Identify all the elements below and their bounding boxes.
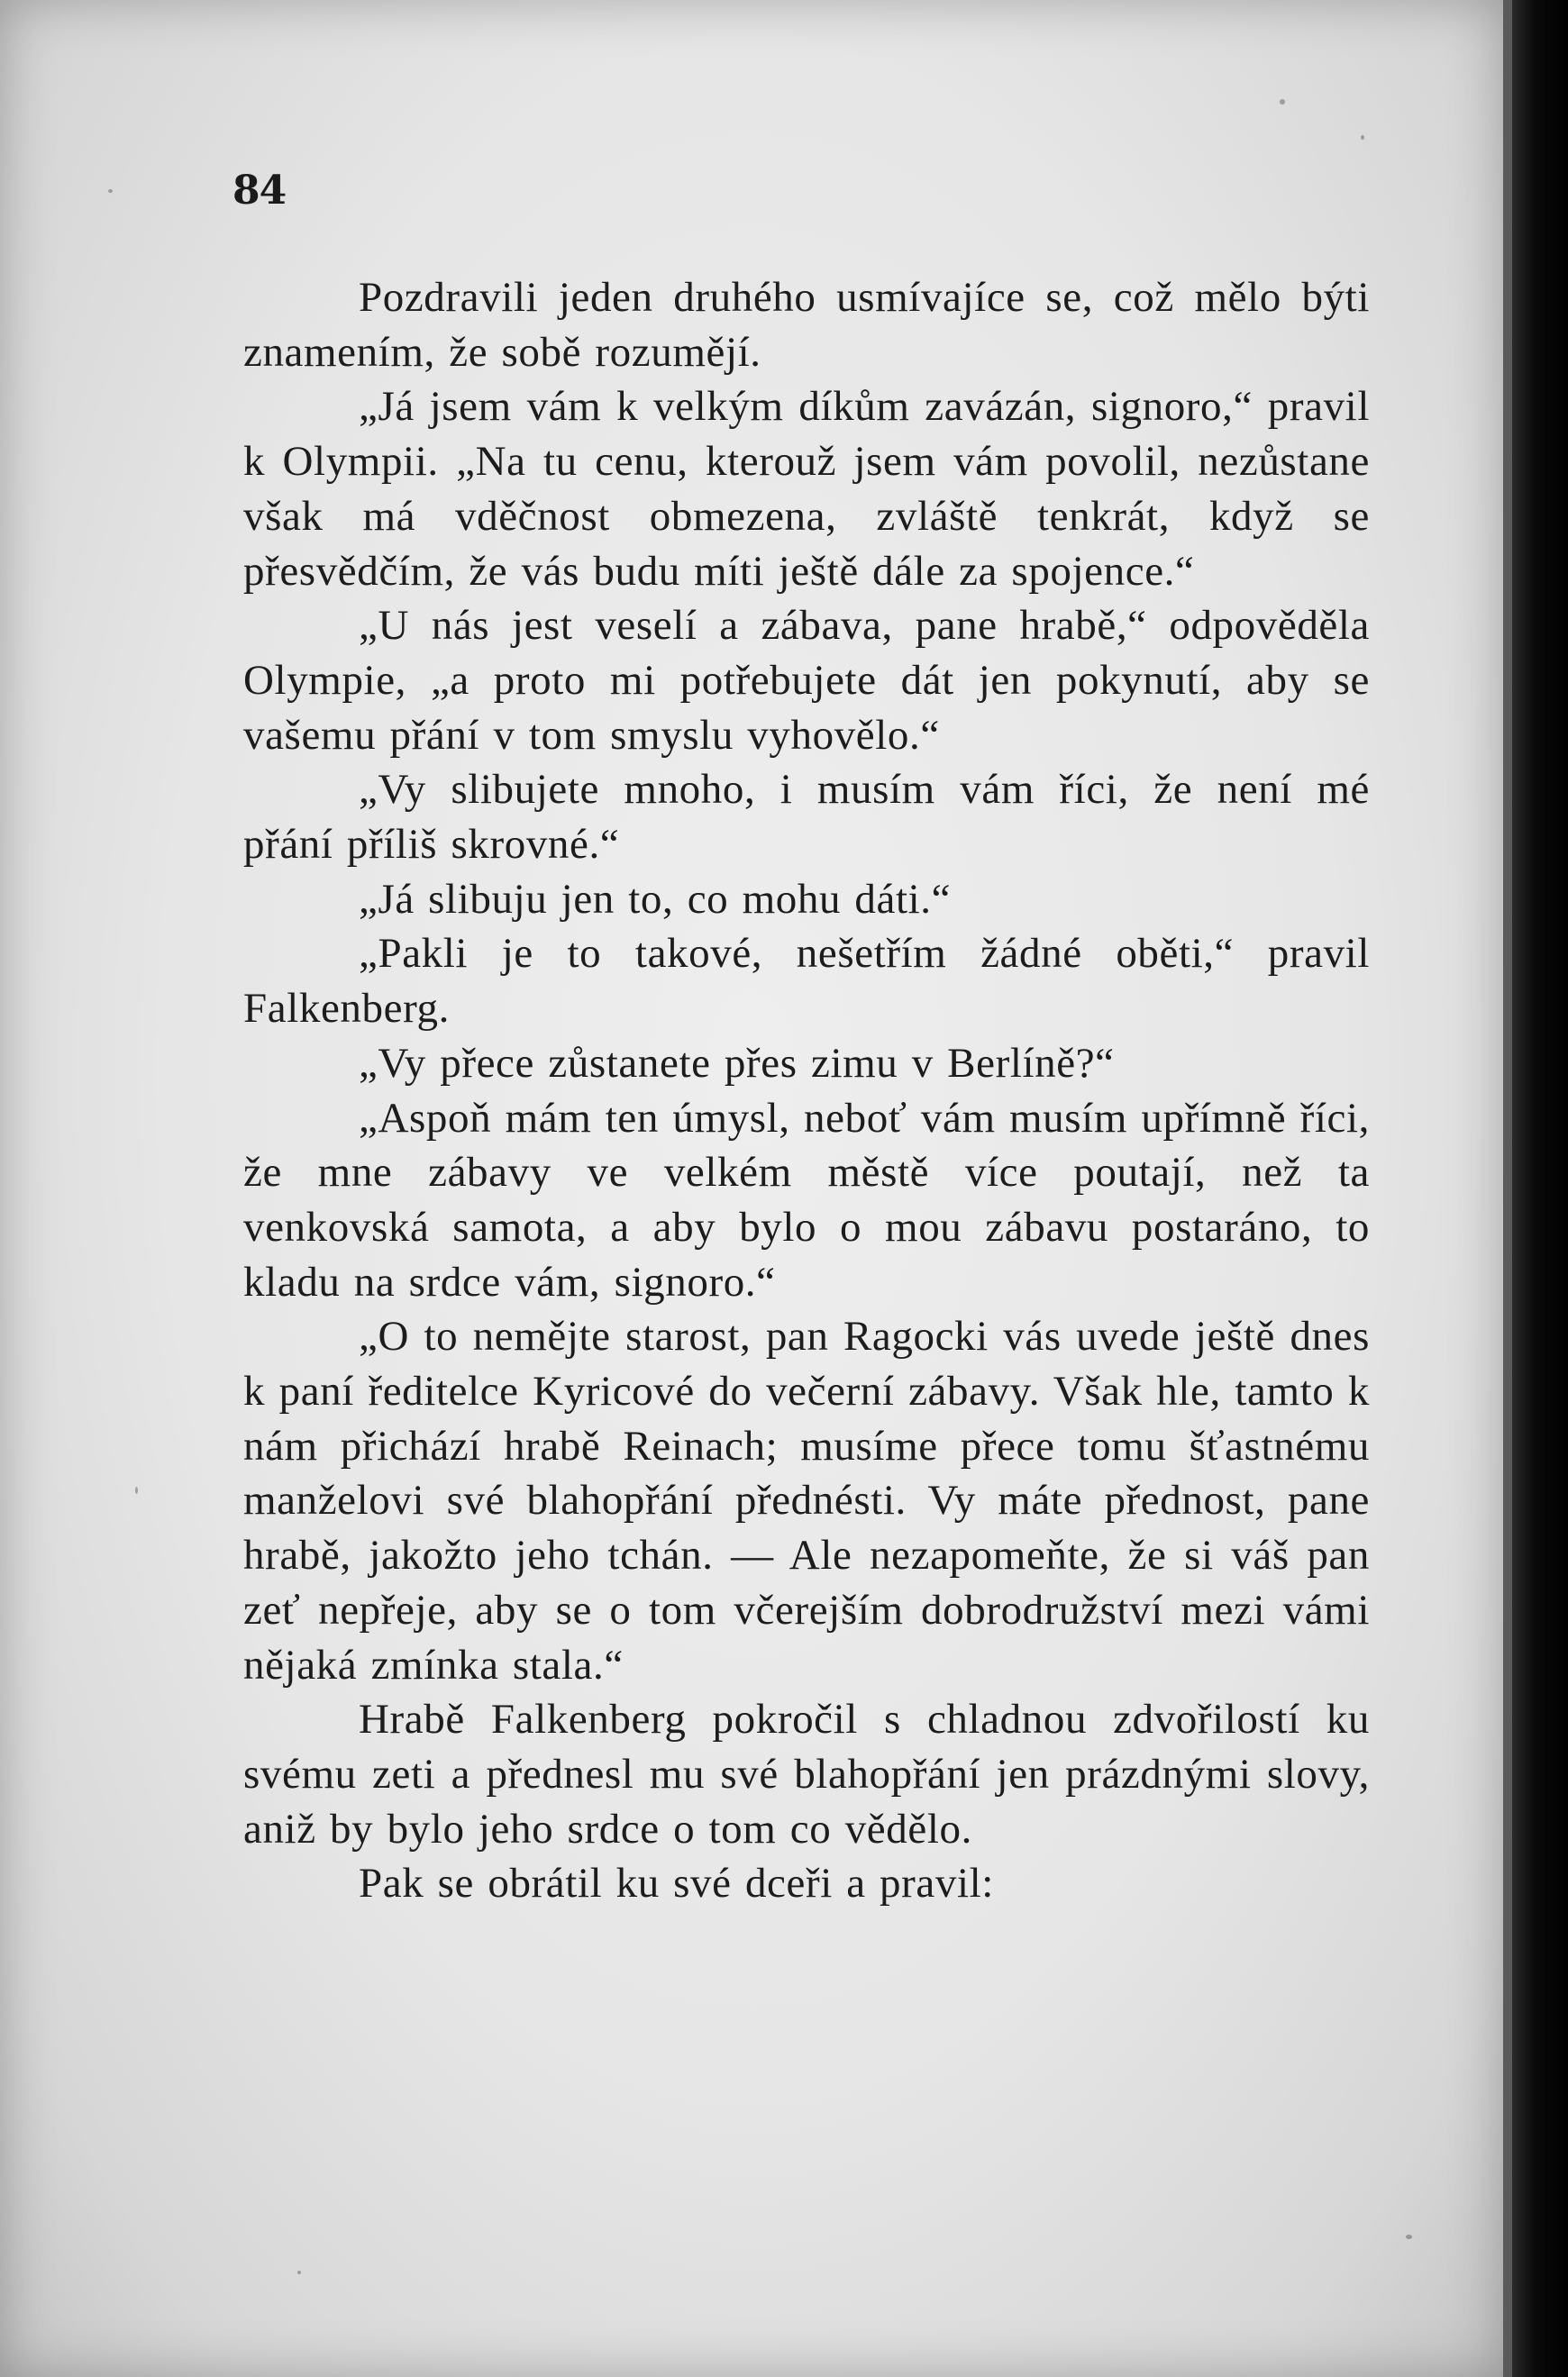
paragraph: „Já slibuju jen to, co mohu dáti.“ bbox=[359, 875, 952, 923]
scan-speck bbox=[1361, 135, 1364, 140]
paragraph: „Pakli je to takové, nešetřím žádné oběti,“ pravil Falkenberg. bbox=[243, 930, 1370, 1033]
paragraph: Pak se obrátil ku své dceři a pravil: bbox=[359, 1860, 994, 1908]
paragraph: „Já jsem vám k velkým díkům zavázán, signoro,“ pravil k Olympii. „Na tu cenu, kterouž jsem vám povolil, nezůstane však má vděčnost obmezena, zvláště tenkrát, když se přesvědčím, že vás budu míti ještě dále za spojence.“ bbox=[243, 383, 1370, 595]
paragraph: Pozdravili jeden druhého usmívajíce se, což mělo býti znamením, že sobě rozumějí. bbox=[243, 274, 1370, 376]
page-edge bbox=[1503, 0, 1512, 2377]
book-spine-shadow bbox=[1512, 0, 1568, 2377]
scan-speck bbox=[108, 189, 113, 193]
paragraph: Hrabě Falkenberg pokročil s chladnou zdvořilostí ku svému zeti a přednesl mu své blahopřání jen prázdnými slovy, aniž by bylo jeho srdce o tom co vědělo. bbox=[243, 1696, 1370, 1853]
body-text bbox=[243, 270, 1370, 1911]
paragraph: „U nás jest veselí a zábava, pane hrabě,“ odpověděla Olympie, „a proto mi potřebujete dát jen pokynutí, aby se vašemu přání v tom smyslu vyhovělo.“ bbox=[243, 602, 1370, 759]
paragraph: „Vy přece zůstanete přes zimu v Berlíně?“ bbox=[359, 1039, 1115, 1087]
page-number: 84 bbox=[232, 168, 287, 214]
scan-speck bbox=[1280, 99, 1285, 105]
scan-speck bbox=[1406, 2235, 1412, 2239]
paragraph: „Vy slibujete mnoho, i musím vám říci, že není mé přání příliš skrovné.“ bbox=[243, 766, 1370, 869]
paragraph: „Aspoň mám ten úmysl, neboť vám musím upřímně říci, že mne zábavy ve velkém městě více poutají, než ta venkovská samota, a aby bylo o mou zábavu postaráno, to kladu na srdce vám, signoro.“ bbox=[243, 1094, 1370, 1306]
scan-speck bbox=[135, 1487, 138, 1494]
paragraph: „O to nemějte starost, pan Ragocki vás uvede ještě dnes k paní ředitelce Kyricové do večerní zábavy. Však hle, tamto k nám přichází hrabě Reinach; musíme přece tomu šťastnému manželovi své blahopřání přednésti. Vy máte přednost, pane hrabě, jakožto jeho tchán. — Ale nezapomeňte, že si váš pan zeť nepřeje, aby se o tom včerejším dobrodružství mezi vámi nějaká zmínka stala.“ bbox=[243, 1313, 1370, 1689]
scan-speck bbox=[297, 2271, 301, 2274]
